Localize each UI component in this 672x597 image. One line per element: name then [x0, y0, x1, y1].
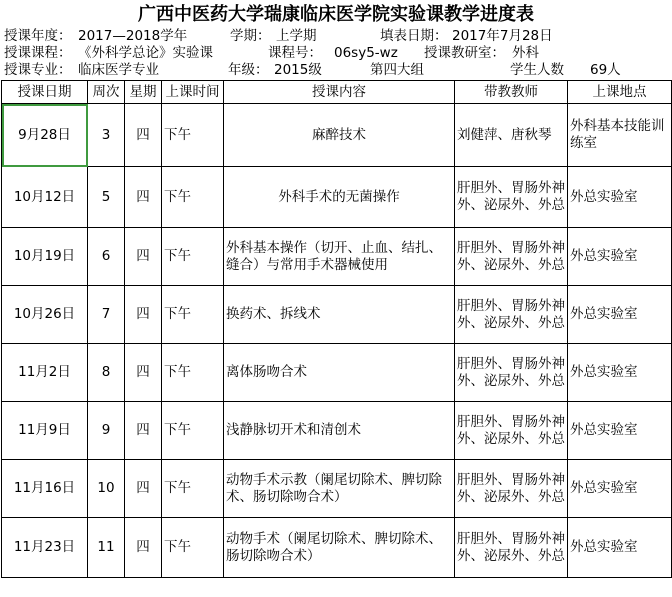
cell-content[interactable]: 换药术、拆线术	[224, 286, 455, 344]
table-row	[2, 167, 672, 228]
header-content[interactable]: 授课内容	[224, 81, 455, 104]
cell-teacher[interactable]: 肝胆外、胃肠外神外、泌尿外、外总	[455, 167, 568, 228]
cell-date[interactable]: 9月28日	[2, 104, 88, 167]
table-row	[2, 460, 672, 518]
cell-teacher[interactable]: 肝胆外、胃肠外神外、泌尿外、外总	[455, 228, 568, 286]
table-row	[2, 518, 672, 578]
cell-day[interactable]: 四	[125, 518, 162, 578]
cell-time[interactable]: 下午	[162, 344, 224, 402]
term-label: 学期：	[230, 28, 271, 44]
cell-place[interactable]: 外总实验室	[568, 402, 672, 460]
grade-label: 年级：	[228, 62, 269, 78]
term-value: 上学期	[276, 28, 317, 44]
cell-week[interactable]: 10	[88, 460, 125, 518]
cell-place[interactable]: 外总实验室	[568, 167, 672, 228]
cell-teacher[interactable]: 肝胆外、胃肠外神外、泌尿外、外总	[455, 344, 568, 402]
cell-week[interactable]: 9	[88, 402, 125, 460]
group-value: 第四大组	[370, 62, 424, 78]
cell-teacher[interactable]: 肝胆外、胃肠外神外、泌尿外、外总	[455, 460, 568, 518]
course-value: 《外科学总论》实验课	[78, 45, 213, 61]
header-week[interactable]: 周次	[88, 81, 125, 104]
code-value: 06sy5-wz	[334, 45, 398, 61]
cell-week[interactable]: 5	[88, 167, 125, 228]
cell-day[interactable]: 四	[125, 228, 162, 286]
cell-teacher[interactable]: 肝胆外、胃肠外神外、泌尿外、外总	[455, 402, 568, 460]
cell-week[interactable]: 3	[88, 104, 125, 167]
cell-day[interactable]: 四	[125, 460, 162, 518]
cell-date[interactable]: 10月12日	[2, 167, 88, 228]
code-label: 课程号：	[268, 45, 322, 61]
header-teacher[interactable]: 带教教师	[455, 81, 568, 104]
cell-content[interactable]: 浅静脉切开术和清创术	[224, 402, 455, 460]
cell-week[interactable]: 6	[88, 228, 125, 286]
cell-place[interactable]: 外总实验室	[568, 344, 672, 402]
cell-content[interactable]: 动物手术（阑尾切除术、脾切除术、肠切除吻合术）	[224, 518, 455, 578]
cell-teacher[interactable]: 刘健萍、唐秋琴	[455, 104, 568, 167]
cell-teacher[interactable]: 肝胆外、胃肠外神外、泌尿外、外总	[455, 518, 568, 578]
header-time[interactable]: 上课时间	[162, 81, 224, 104]
cell-day[interactable]: 四	[125, 344, 162, 402]
cell-content[interactable]: 外科基本操作（切开、止血、结扎、缝合）与常用手术器械使用	[224, 228, 455, 286]
year-value: 2017—2018学年	[78, 28, 188, 44]
cell-date[interactable]: 10月26日	[2, 286, 88, 344]
cell-time[interactable]: 下午	[162, 228, 224, 286]
cell-content[interactable]: 外科手术的无菌操作	[224, 167, 455, 228]
cell-content[interactable]: 离体肠吻合术	[224, 344, 455, 402]
table-row	[2, 344, 672, 402]
date-label: 填表日期：	[380, 28, 448, 44]
cell-day[interactable]: 四	[125, 104, 162, 167]
cell-time[interactable]: 下午	[162, 167, 224, 228]
dept-label: 授课教研室：	[424, 45, 505, 61]
table-row	[2, 104, 672, 167]
table-row	[2, 228, 672, 286]
cell-place[interactable]: 外科基本技能训练室	[568, 104, 672, 167]
cell-time[interactable]: 下午	[162, 286, 224, 344]
cell-date[interactable]: 11月9日	[2, 402, 88, 460]
cell-day[interactable]: 四	[125, 402, 162, 460]
cell-time[interactable]: 下午	[162, 104, 224, 167]
table-row	[2, 402, 672, 460]
cell-content[interactable]: 麻醉技术	[224, 104, 455, 167]
dept-value: 外科	[512, 45, 539, 61]
sheet-title: 广西中医药大学瑞康临床医学院实验课教学进度表	[138, 4, 534, 25]
cell-date[interactable]: 11月2日	[2, 344, 88, 402]
course-label: 授课课程：	[4, 45, 72, 61]
cell-day[interactable]: 四	[125, 286, 162, 344]
cell-date[interactable]: 11月16日	[2, 460, 88, 518]
cell-place[interactable]: 外总实验室	[568, 460, 672, 518]
cell-week[interactable]: 8	[88, 344, 125, 402]
cell-week[interactable]: 11	[88, 518, 125, 578]
cell-time[interactable]: 下午	[162, 402, 224, 460]
cell-time[interactable]: 下午	[162, 460, 224, 518]
cell-place[interactable]: 外总实验室	[568, 518, 672, 578]
cell-time[interactable]: 下午	[162, 518, 224, 578]
cell-teacher[interactable]: 肝胆外、胃肠外神外、泌尿外、外总	[455, 286, 568, 344]
students-value: 69人	[590, 62, 621, 78]
cell-place[interactable]: 外总实验室	[568, 286, 672, 344]
year-label: 授课年度：	[4, 28, 72, 44]
students-label: 学生人数	[510, 62, 564, 78]
header-day[interactable]: 星期	[125, 81, 162, 104]
major-value: 临床医学专业	[78, 62, 159, 78]
date-value: 2017年7月28日	[452, 28, 553, 44]
cell-date[interactable]: 10月19日	[2, 228, 88, 286]
major-label: 授课专业：	[4, 62, 72, 78]
header-row	[2, 81, 672, 104]
cell-date[interactable]: 11月23日	[2, 518, 88, 578]
cell-day[interactable]: 四	[125, 167, 162, 228]
schedule-table	[1, 80, 672, 578]
header-place[interactable]: 上课地点	[568, 81, 672, 104]
cell-week[interactable]: 7	[88, 286, 125, 344]
cell-place[interactable]: 外总实验室	[568, 228, 672, 286]
grade-value: 2015级	[274, 62, 322, 78]
table-row	[2, 286, 672, 344]
header-date[interactable]: 授课日期	[2, 81, 88, 104]
cell-content[interactable]: 动物手术示教（阑尾切除术、脾切除术、肠切除吻合术）	[224, 460, 455, 518]
